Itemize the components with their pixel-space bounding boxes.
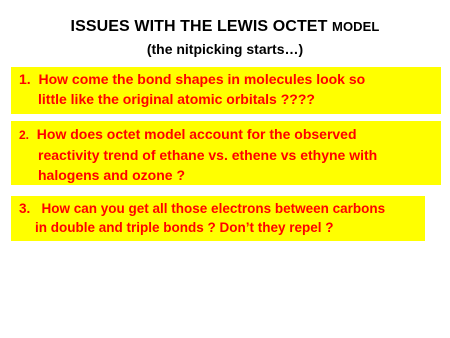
issue-2-number: 2. (19, 128, 30, 142)
issue-2-line-1 (19, 124, 441, 145)
issue-2-text-2: reactivity trend of ethane vs. ethene vs ethyne with (38, 147, 378, 163)
slide-title-small: MODEL (332, 19, 380, 34)
issue-box-3 (11, 196, 425, 241)
slide-title (0, 18, 450, 36)
issue-1-text-2: little like the original atomic orbitals ???? (38, 91, 315, 107)
issue-2-text-3: halogens and ozone ? (38, 167, 186, 183)
issue-3-text-1: How can you get all those electrons between carbons (41, 201, 386, 216)
issue-3-line-1 (19, 199, 425, 218)
issue-box-2 (11, 121, 441, 185)
issue-2-text-1: How does octet model account for the observed (36, 126, 357, 142)
issue-3-text-2: in double and triple bonds ? Don’t they repel ? (35, 220, 334, 235)
issue-box-1 (11, 67, 441, 114)
issue-3-number: 3. (19, 201, 31, 216)
slide-title-main: ISSUES WITH THE LEWIS OCTET (70, 18, 328, 35)
slide-subtitle: (the nitpicking starts…) (146, 41, 304, 57)
issue-1-line-1 (19, 69, 441, 89)
issue-1-number: 1. (19, 71, 31, 87)
issue-1-text-1: How come the bond shapes in molecules look so (38, 71, 366, 87)
